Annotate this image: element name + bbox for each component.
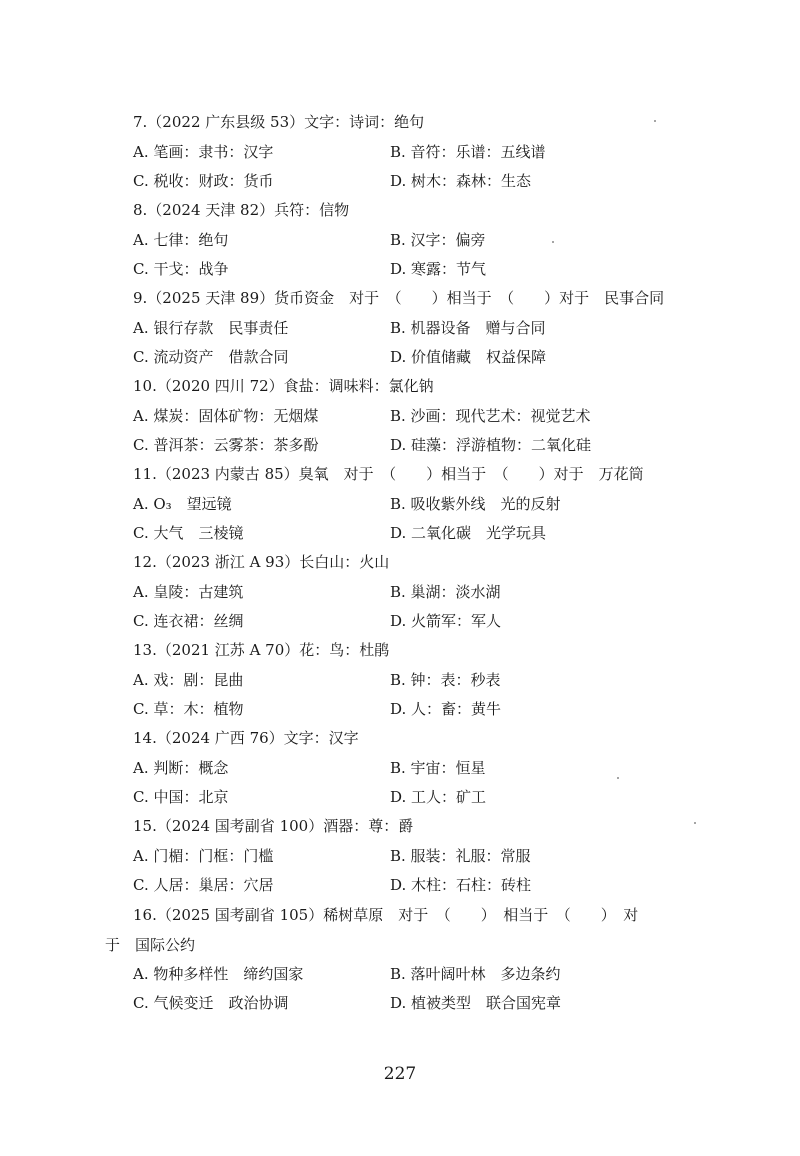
option-b: B. 宇宙：恒星 [390, 759, 486, 777]
option-d: D. 工人：矿工 [390, 788, 487, 806]
question-12 [0, 549, 800, 575]
scan-speck [694, 822, 696, 824]
option-d: D. 植被类型 联合国宪章 [390, 994, 562, 1012]
question-9 [0, 285, 800, 311]
question-stem: 9.（2025 天津 89）货币资金 对于 （ ）相当于 （ ）对于 民事合同 [133, 289, 665, 307]
page-number: 227 [383, 1064, 417, 1084]
option-c: C. 中国：北京 [133, 788, 229, 806]
question-stem: 7.（2022 广东县级 53）文字：诗词：绝句 [133, 113, 425, 131]
option-a: A. 银行存款 民事责任 [133, 319, 289, 337]
question-stem: 14.（2024 广西 76）文字：汉字 [133, 729, 359, 747]
option-d: D. 硅藻：浮游植物：二氧化硅 [390, 436, 592, 454]
option-d: D. 人：畜：黄牛 [390, 700, 502, 718]
option-b: B. 吸收紫外线 光的反射 [390, 495, 561, 513]
option-row [0, 961, 800, 987]
option-a: A. 皇陵：古建筑 [133, 583, 244, 601]
option-c: C. 连衣裙：丝绸 [133, 612, 244, 630]
option-a: A. 煤炭：固体矿物：无烟煤 [133, 407, 319, 425]
option-a: A. 判断：概念 [133, 759, 229, 777]
option-row [0, 843, 800, 869]
question-16 [0, 902, 800, 928]
option-row [0, 403, 800, 429]
question-7 [0, 109, 800, 135]
option-a: A. 门楣：门框：门槛 [133, 847, 274, 865]
option-b: B. 机器设备 赠与合同 [390, 319, 546, 337]
question-stem: 12.（2023 浙江 A 93）长白山：火山 [133, 553, 390, 571]
option-d: D. 树木：森林：生态 [390, 172, 532, 190]
question-stem: 11.（2023 内蒙古 85）臭氧 对于 （ ）相当于 （ ）对于 万花筒 [133, 465, 644, 483]
option-b: B. 音符：乐谱：五线谱 [390, 143, 546, 161]
option-row [0, 432, 800, 458]
option-b: B. 服装：礼服：常服 [390, 847, 531, 865]
question-stem: 10.（2020 四川 72）食盐：调味料：氯化钠 [133, 377, 434, 395]
option-c: C. 草：木：植物 [133, 700, 244, 718]
option-row [0, 872, 800, 898]
option-d: D. 火箭军：军人 [390, 612, 502, 630]
option-row [0, 579, 800, 605]
option-c: C. 普洱茶：云雾茶：茶多酚 [133, 436, 319, 454]
question-stem-wrap: 于 国际公约 [105, 936, 196, 954]
question-10 [0, 373, 800, 399]
question-stem: 15.（2024 国考副省 100）酒器：尊：爵 [133, 817, 414, 835]
option-a: A. 七律：绝句 [133, 231, 229, 249]
option-a: A. O₃ 望远镜 [133, 495, 232, 513]
option-b: B. 落叶阔叶林 多边条约 [390, 965, 561, 983]
option-row [0, 990, 800, 1016]
scan-speck [552, 241, 554, 243]
option-b: B. 巢湖：淡水湖 [390, 583, 501, 601]
option-row [0, 696, 800, 722]
option-c: C. 大气 三棱镜 [133, 524, 244, 542]
option-a: A. 物种多样性 缔约国家 [133, 965, 304, 983]
question-14 [0, 725, 800, 751]
option-row [0, 784, 800, 810]
option-row [0, 227, 800, 253]
question-stem: 8.（2024 天津 82）兵符：信物 [133, 201, 350, 219]
option-row [0, 256, 800, 282]
scan-speck [654, 120, 656, 122]
option-b: B. 汉字：偏旁 [390, 231, 486, 249]
option-d: D. 二氧化碳 光学玩具 [390, 524, 547, 542]
option-row [0, 168, 800, 194]
option-row [0, 755, 800, 781]
option-row [0, 667, 800, 693]
question-15 [0, 813, 800, 839]
question-stem: 16.（2025 国考副省 105）稀树草原 对于 （ ） 相当于 （ ） 对 [133, 906, 639, 924]
option-b: B. 钟：表：秒表 [390, 671, 501, 689]
scan-speck [617, 777, 619, 779]
option-d: D. 价值储藏 权益保障 [390, 348, 547, 366]
option-row [0, 520, 800, 546]
option-row [0, 139, 800, 165]
option-d: D. 木柱：石柱：砖柱 [390, 876, 532, 894]
option-row [0, 491, 800, 517]
option-row [0, 315, 800, 341]
option-a: A. 笔画：隶书：汉字 [133, 143, 274, 161]
question-stem: 13.（2021 江苏 A 70）花：鸟：杜鹃 [133, 641, 390, 659]
option-c: C. 流动资产 借款合同 [133, 348, 289, 366]
option-row [0, 608, 800, 634]
option-c: C. 人居：巢居：穴居 [133, 876, 274, 894]
option-b: B. 沙画：现代艺术：视觉艺术 [390, 407, 591, 425]
option-row [0, 344, 800, 370]
option-c: C. 干戈：战争 [133, 260, 229, 278]
question-11 [0, 461, 800, 487]
option-a: A. 戏：剧：昆曲 [133, 671, 244, 689]
option-c: C. 税收：财政：货币 [133, 172, 274, 190]
option-d: D. 寒露：节气 [390, 260, 487, 278]
question-13 [0, 637, 800, 663]
question-8 [0, 197, 800, 223]
question-stem-continuation [0, 932, 800, 958]
option-c: C. 气候变迁 政治协调 [133, 994, 289, 1012]
